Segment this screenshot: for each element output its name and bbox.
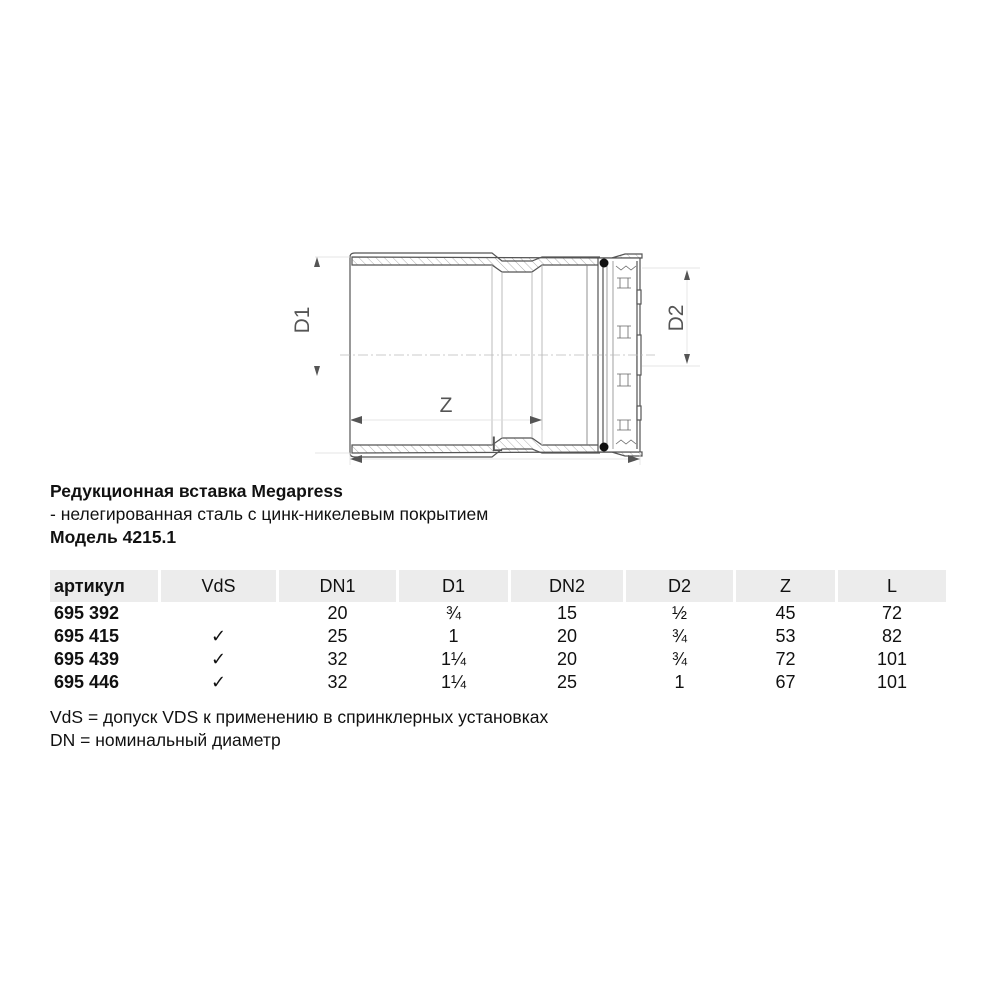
cell-dn2: 25 (556, 672, 578, 692)
cell-l: 72 (881, 603, 903, 623)
d1-label: D1 (291, 306, 314, 334)
d2-label: D2 (665, 304, 688, 332)
header-l: L (838, 570, 946, 602)
cell-dn1: 25 (327, 626, 348, 646)
header-vds: VdS (161, 570, 276, 602)
cell-d1: 1¼ (440, 672, 467, 692)
product-description (50, 480, 488, 549)
cell-z: 45 (775, 603, 796, 623)
header-dn2: DN2 (511, 570, 623, 602)
cell-dn2: 20 (556, 649, 578, 669)
cell-d1: 1 (448, 626, 459, 646)
cell-d1: 1¼ (440, 649, 467, 669)
product-model: Модель 4215.1 (50, 527, 177, 547)
cell-dn1: 32 (327, 649, 348, 669)
cell-article: 695 439 (54, 649, 120, 669)
table-header-row (50, 570, 946, 602)
cell-dn2: 15 (556, 603, 578, 623)
cell-article: 695 415 (54, 626, 120, 646)
note-vds: VdS = допуск VDS к применению в спринклерных установках (50, 707, 549, 727)
cell-dn1: 32 (327, 672, 348, 692)
z-dimension (350, 394, 542, 424)
cell-l: 82 (881, 626, 903, 646)
cell-z: 53 (775, 626, 796, 646)
header-d2: D2 (626, 570, 733, 602)
product-title: Редукционная вставка Megapress (50, 481, 343, 501)
d1-dimension (291, 257, 320, 376)
cell-d2: 1 (674, 672, 685, 692)
cell-vds: ✓ (210, 626, 227, 646)
cell-vds: ✓ (210, 672, 227, 692)
header-d1: D1 (399, 570, 508, 602)
z-label: Z (439, 394, 453, 417)
header-dn1: DN1 (279, 570, 396, 602)
d2-dimension (665, 270, 690, 364)
product-material: - нелегированная сталь с цинк-никелевым покрытием (50, 504, 489, 524)
note-dn: DN = номинальный диаметр (50, 730, 281, 750)
cell-d2: ½ (671, 603, 687, 623)
l-label: L (491, 433, 503, 456)
cell-vds (161, 602, 276, 625)
cell-l: 101 (876, 649, 908, 669)
spec-table (47, 570, 949, 694)
cell-vds: ✓ (210, 649, 227, 669)
cell-l: 101 (876, 672, 908, 692)
cell-dn2: 20 (556, 626, 578, 646)
cell-d2: ¾ (671, 626, 687, 646)
cell-z: 72 (775, 649, 796, 669)
header-z: Z (736, 570, 835, 602)
footnotes (50, 706, 548, 752)
cell-d1: ¾ (445, 603, 461, 623)
fitting-technical-drawing (280, 230, 700, 480)
cell-dn1: 20 (327, 603, 348, 623)
table-row (50, 671, 946, 694)
header-article: артикул (50, 570, 158, 602)
table-row (50, 648, 946, 671)
cell-z: 67 (775, 672, 796, 692)
table-row (50, 625, 946, 648)
table-row (50, 602, 946, 625)
cell-article: 695 446 (54, 672, 120, 692)
cell-d2: ¾ (671, 649, 687, 669)
cell-article: 695 392 (54, 603, 120, 623)
